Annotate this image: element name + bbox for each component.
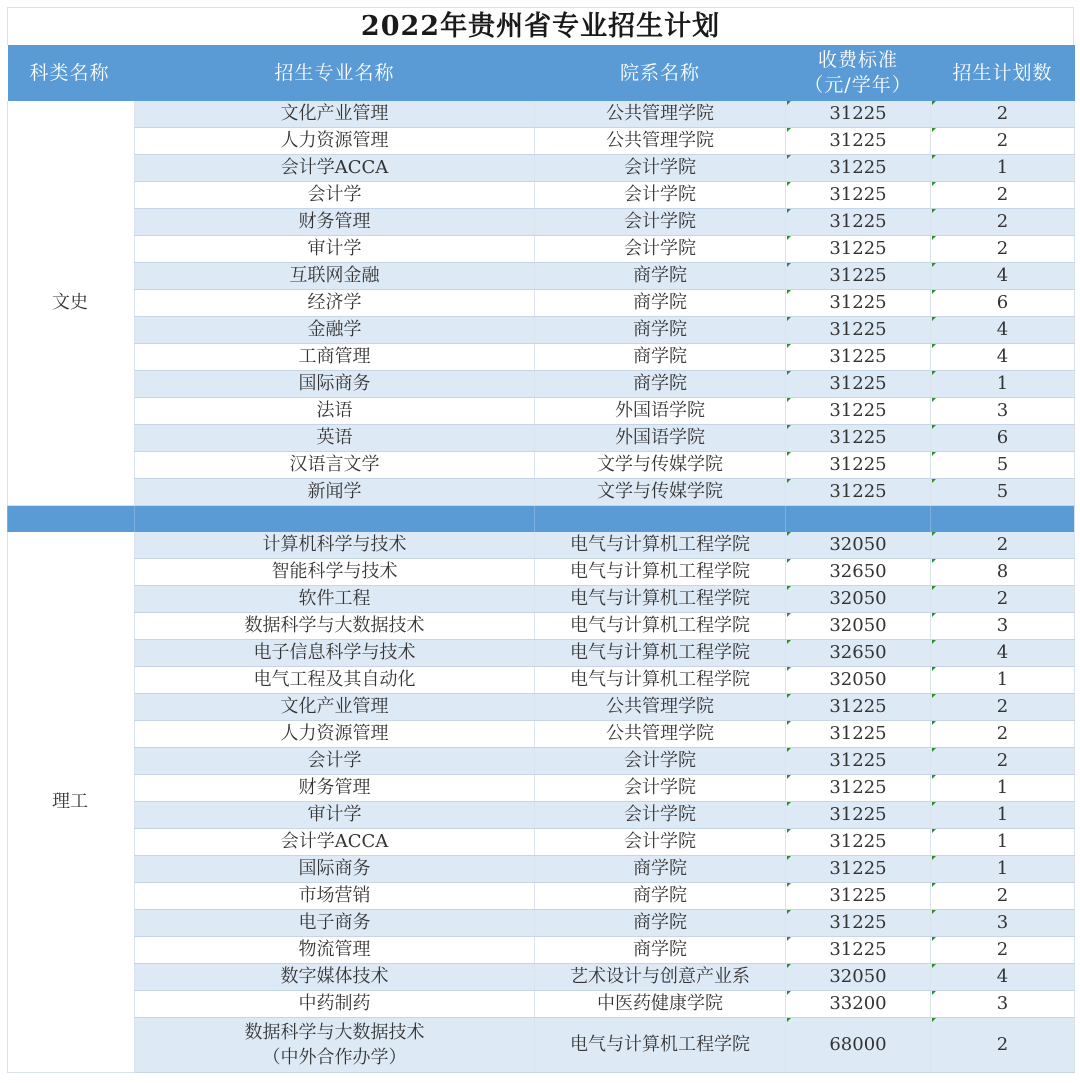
fee-cell: 31225 — [786, 317, 931, 344]
sheet-title: 2022年贵州省专业招生计划 — [7, 7, 1074, 45]
table-row — [8, 532, 1075, 559]
fee-cell: 31225 — [786, 802, 931, 829]
fee-cell: 31225 — [786, 236, 931, 263]
table-row — [8, 829, 1075, 856]
school-cell: 电气与计算机工程学院 — [535, 559, 786, 586]
school-cell: 中医药健康学院 — [535, 991, 786, 1018]
table-row — [8, 101, 1075, 128]
fee-cell: 31225 — [786, 829, 931, 856]
table-row — [8, 559, 1075, 586]
fee-cell: 68000 — [786, 1018, 931, 1073]
quota-cell: 3 — [931, 910, 1075, 937]
table-row — [8, 964, 1075, 991]
school-cell: 电气与计算机工程学院 — [535, 586, 786, 613]
header-row — [8, 45, 1075, 101]
quota-cell: 3 — [931, 398, 1075, 425]
fee-cell: 31225 — [786, 883, 931, 910]
major-cell: 市场营销 — [135, 883, 535, 910]
fee-cell: 32650 — [786, 559, 931, 586]
quota-cell: 2 — [931, 937, 1075, 964]
header-fee-line1: 收费标准 — [817, 49, 898, 71]
major-cell: 人力资源管理 — [135, 721, 535, 748]
fee-cell: 32050 — [786, 586, 931, 613]
table-row — [8, 344, 1075, 371]
school-cell: 电气与计算机工程学院 — [535, 1018, 786, 1073]
fee-cell: 32050 — [786, 613, 931, 640]
quota-cell: 2 — [931, 236, 1075, 263]
quota-cell: 1 — [931, 155, 1075, 182]
quota-cell: 4 — [931, 317, 1075, 344]
school-cell: 公共管理学院 — [535, 721, 786, 748]
table-row — [8, 263, 1075, 290]
quota-cell: 3 — [931, 991, 1075, 1018]
fee-cell: 32050 — [786, 532, 931, 559]
quota-cell: 2 — [931, 128, 1075, 155]
major-cell: 国际商务 — [135, 371, 535, 398]
table-row — [8, 182, 1075, 209]
major-cell: 数据科学与大数据技术 — [135, 613, 535, 640]
table-row — [8, 856, 1075, 883]
quota-cell: 2 — [931, 883, 1075, 910]
school-cell: 会计学院 — [535, 748, 786, 775]
school-cell: 电气与计算机工程学院 — [535, 613, 786, 640]
fee-cell: 32650 — [786, 640, 931, 667]
quota-cell: 4 — [931, 263, 1075, 290]
header-fee-line2: （元/学年） — [804, 74, 912, 96]
fee-cell: 33200 — [786, 991, 931, 1018]
quota-cell: 5 — [931, 479, 1075, 506]
fee-cell: 31225 — [786, 101, 931, 128]
fee-cell: 31225 — [786, 937, 931, 964]
fee-cell: 31225 — [786, 398, 931, 425]
quota-cell: 2 — [931, 1018, 1075, 1073]
group-separator-row — [8, 506, 1075, 533]
table-row — [8, 290, 1075, 317]
header-quota: 招生计划数 — [931, 45, 1075, 101]
school-cell: 商学院 — [535, 910, 786, 937]
table-row — [8, 425, 1075, 452]
major-name: 数据科学与大数据技术 — [244, 1022, 425, 1043]
header-fee — [786, 45, 931, 101]
school-cell: 会计学院 — [535, 155, 786, 182]
school-cell: 会计学院 — [535, 829, 786, 856]
major-cell: 电子商务 — [135, 910, 535, 937]
major-cell: 审计学 — [135, 236, 535, 263]
table-row — [8, 1018, 1075, 1073]
major-note: （中外合作办学） — [262, 1047, 407, 1068]
major-cell: 国际商务 — [135, 856, 535, 883]
quota-cell: 2 — [931, 748, 1075, 775]
major-cell: 互联网金融 — [135, 263, 535, 290]
major-cell: 英语 — [135, 425, 535, 452]
major-cell: 人力资源管理 — [135, 128, 535, 155]
category-cell: 文史 — [8, 101, 135, 506]
major-cell: 物流管理 — [135, 937, 535, 964]
school-cell: 文学与传媒学院 — [535, 452, 786, 479]
school-cell: 会计学院 — [535, 802, 786, 829]
school-cell: 文学与传媒学院 — [535, 479, 786, 506]
quota-cell: 8 — [931, 559, 1075, 586]
major-cell: 会计学 — [135, 748, 535, 775]
table-row — [8, 209, 1075, 236]
major-cell: 金融学 — [135, 317, 535, 344]
major-cell: 中药制药 — [135, 991, 535, 1018]
table-row — [8, 937, 1075, 964]
fee-cell: 31225 — [786, 479, 931, 506]
quota-cell: 1 — [931, 775, 1075, 802]
school-cell: 公共管理学院 — [535, 128, 786, 155]
major-cell: 财务管理 — [135, 209, 535, 236]
major-cell: 文化产业管理 — [135, 101, 535, 128]
enrollment-table — [7, 45, 1075, 1073]
major-cell: 计算机科学与技术 — [135, 532, 535, 559]
major-cell: 新闻学 — [135, 479, 535, 506]
table-row — [8, 479, 1075, 506]
school-cell: 会计学院 — [535, 775, 786, 802]
fee-cell: 31225 — [786, 910, 931, 937]
school-cell: 外国语学院 — [535, 425, 786, 452]
category-cell: 理工 — [8, 532, 135, 1073]
major-cell: 会计学 — [135, 182, 535, 209]
quota-cell: 1 — [931, 802, 1075, 829]
quota-cell: 6 — [931, 290, 1075, 317]
fee-cell: 31225 — [786, 748, 931, 775]
school-cell: 艺术设计与创意产业系 — [535, 964, 786, 991]
school-cell: 商学院 — [535, 290, 786, 317]
fee-cell: 31225 — [786, 155, 931, 182]
school-cell: 商学院 — [535, 856, 786, 883]
school-cell: 电气与计算机工程学院 — [535, 532, 786, 559]
table-row — [8, 910, 1075, 937]
major-cell: 会计学ACCA — [135, 829, 535, 856]
quota-cell: 2 — [931, 532, 1075, 559]
table-row — [8, 721, 1075, 748]
table-row — [8, 613, 1075, 640]
header-category: 科类名称 — [8, 45, 135, 101]
fee-cell: 31225 — [786, 290, 931, 317]
table-row — [8, 640, 1075, 667]
school-cell: 电气与计算机工程学院 — [535, 640, 786, 667]
school-cell: 电气与计算机工程学院 — [535, 667, 786, 694]
header-major: 招生专业名称 — [135, 45, 535, 101]
quota-cell: 1 — [931, 829, 1075, 856]
table-row — [8, 694, 1075, 721]
fee-cell: 31225 — [786, 452, 931, 479]
major-cell: 文化产业管理 — [135, 694, 535, 721]
fee-cell: 31225 — [786, 209, 931, 236]
school-cell: 会计学院 — [535, 209, 786, 236]
quota-cell: 2 — [931, 101, 1075, 128]
major-cell — [135, 1018, 535, 1073]
quota-cell: 5 — [931, 452, 1075, 479]
school-cell: 商学院 — [535, 317, 786, 344]
major-cell: 软件工程 — [135, 586, 535, 613]
school-cell: 公共管理学院 — [535, 694, 786, 721]
enrollment-plan-sheet — [7, 7, 1074, 1073]
fee-cell: 31225 — [786, 128, 931, 155]
quota-cell: 1 — [931, 667, 1075, 694]
major-cell: 法语 — [135, 398, 535, 425]
fee-cell: 32050 — [786, 964, 931, 991]
school-cell: 外国语学院 — [535, 398, 786, 425]
header-school: 院系名称 — [535, 45, 786, 101]
fee-cell: 31225 — [786, 371, 931, 398]
table-row — [8, 371, 1075, 398]
school-cell: 商学院 — [535, 344, 786, 371]
major-cell: 财务管理 — [135, 775, 535, 802]
school-cell: 公共管理学院 — [535, 101, 786, 128]
table-row — [8, 991, 1075, 1018]
table-row — [8, 586, 1075, 613]
major-cell: 会计学ACCA — [135, 155, 535, 182]
table-row — [8, 883, 1075, 910]
quota-cell: 6 — [931, 425, 1075, 452]
fee-cell: 31225 — [786, 425, 931, 452]
quota-cell: 2 — [931, 182, 1075, 209]
fee-cell: 31225 — [786, 344, 931, 371]
table-row — [8, 775, 1075, 802]
school-cell: 会计学院 — [535, 182, 786, 209]
table-row — [8, 748, 1075, 775]
quota-cell: 4 — [931, 964, 1075, 991]
major-cell: 工商管理 — [135, 344, 535, 371]
school-cell: 商学院 — [535, 883, 786, 910]
fee-cell: 32050 — [786, 667, 931, 694]
table-row — [8, 236, 1075, 263]
quota-cell: 4 — [931, 640, 1075, 667]
quota-cell: 3 — [931, 613, 1075, 640]
table-row — [8, 155, 1075, 182]
fee-cell: 31225 — [786, 263, 931, 290]
major-cell: 电气工程及其自动化 — [135, 667, 535, 694]
fee-cell: 31225 — [786, 856, 931, 883]
major-cell: 智能科学与技术 — [135, 559, 535, 586]
school-cell: 商学院 — [535, 371, 786, 398]
fee-cell: 31225 — [786, 182, 931, 209]
quota-cell: 4 — [931, 344, 1075, 371]
table-row — [8, 802, 1075, 829]
quota-cell: 2 — [931, 209, 1075, 236]
fee-cell: 31225 — [786, 694, 931, 721]
school-cell: 会计学院 — [535, 236, 786, 263]
school-cell: 商学院 — [535, 937, 786, 964]
major-cell: 审计学 — [135, 802, 535, 829]
quota-cell: 1 — [931, 856, 1075, 883]
fee-cell: 31225 — [786, 721, 931, 748]
table-row — [8, 128, 1075, 155]
table-row — [8, 667, 1075, 694]
major-cell: 汉语言文学 — [135, 452, 535, 479]
table-row — [8, 398, 1075, 425]
quota-cell: 2 — [931, 694, 1075, 721]
major-cell: 数字媒体技术 — [135, 964, 535, 991]
fee-cell: 31225 — [786, 775, 931, 802]
quota-cell: 2 — [931, 721, 1075, 748]
table-row — [8, 317, 1075, 344]
major-cell: 经济学 — [135, 290, 535, 317]
school-cell: 商学院 — [535, 263, 786, 290]
quota-cell: 2 — [931, 586, 1075, 613]
major-cell: 电子信息科学与技术 — [135, 640, 535, 667]
table-row — [8, 452, 1075, 479]
quota-cell: 1 — [931, 371, 1075, 398]
